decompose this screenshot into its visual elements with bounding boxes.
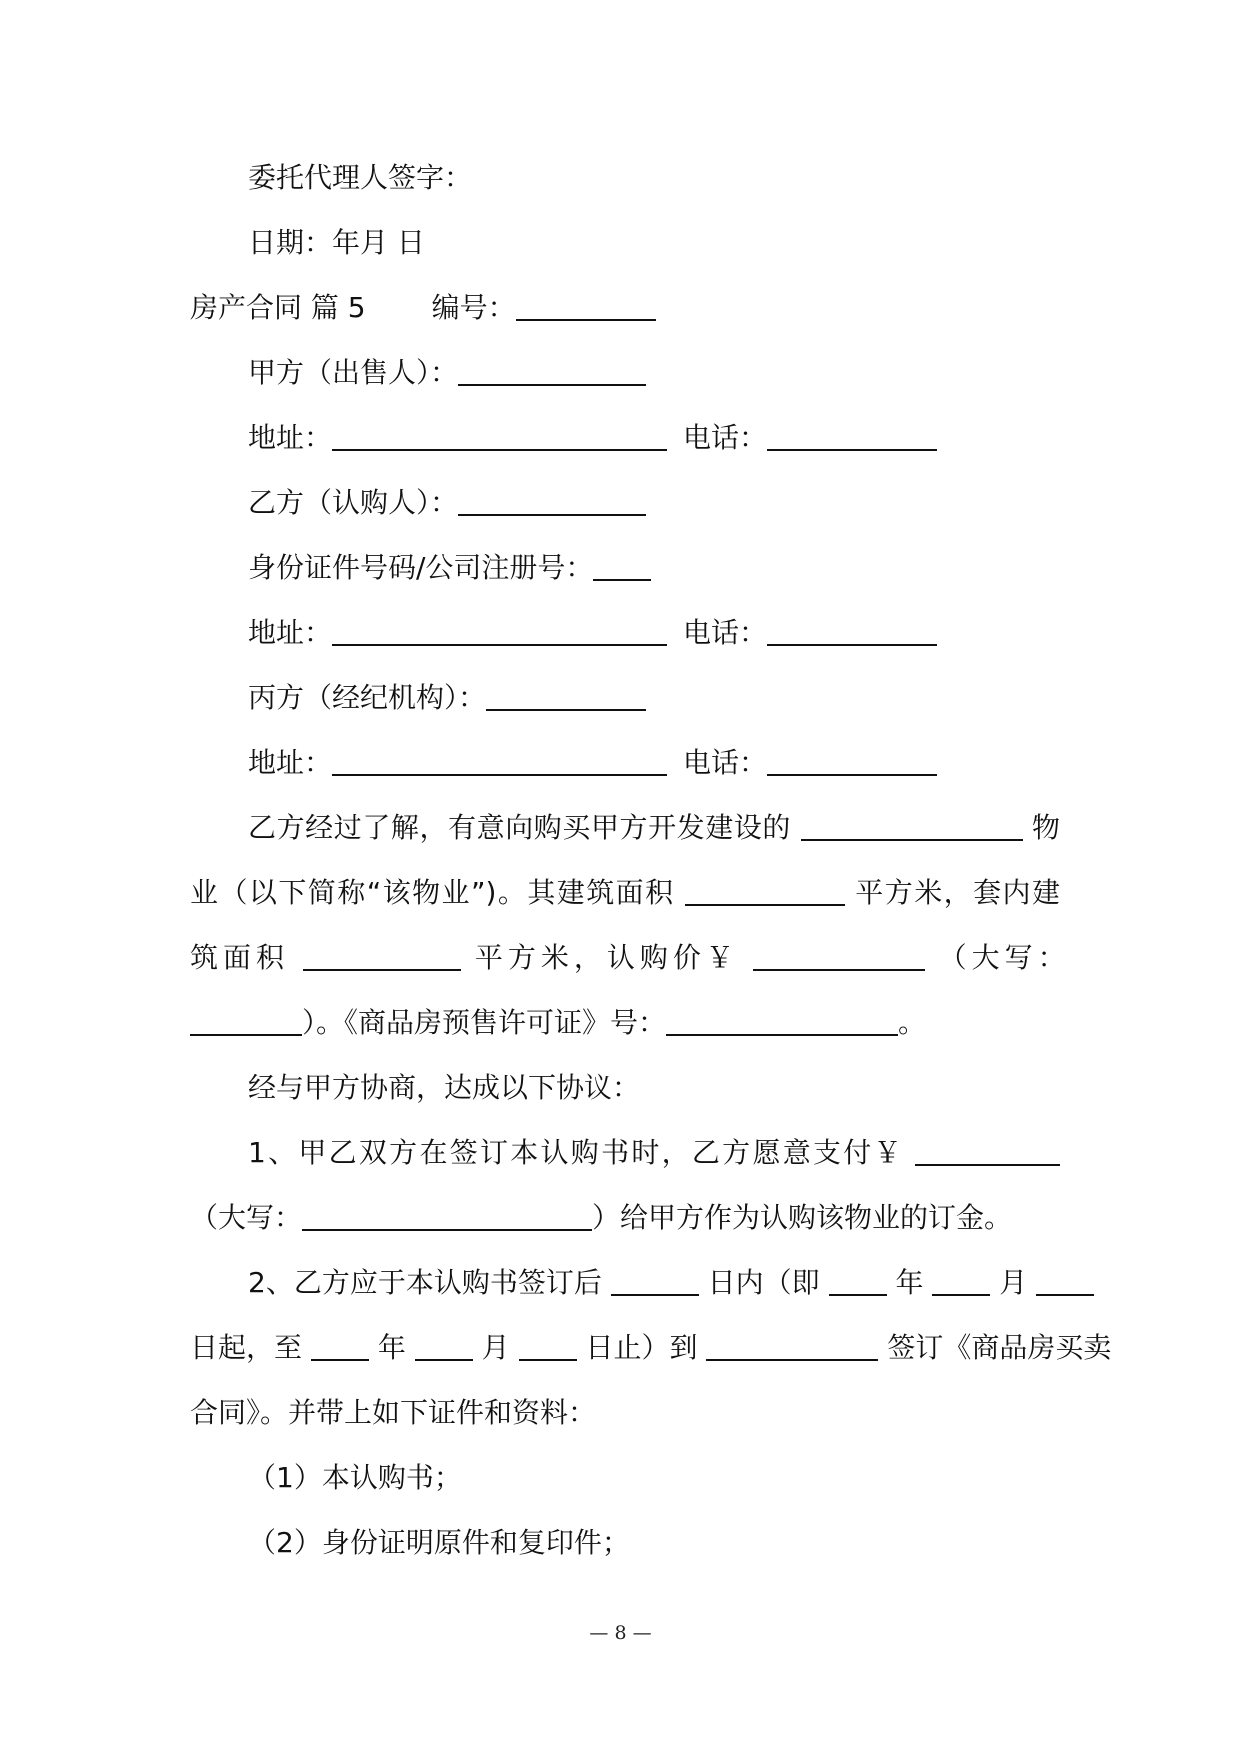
sign-contract-text: 签订《商品房买卖 (887, 1331, 1112, 1364)
party-a-address-line (248, 406, 1060, 470)
presale-license-blank (666, 996, 898, 1036)
contract-number-blank (516, 281, 656, 321)
property-text-end: 物 (1031, 811, 1060, 844)
end-month-blank (415, 1321, 473, 1361)
deposit-capital-blank (302, 1191, 592, 1231)
party-c-address-blank (332, 736, 667, 776)
contract-heading: 房产合同 篇 5 (190, 291, 366, 324)
building-area-text: 业（以下简称“该物业”)。其建筑面积 (190, 876, 675, 909)
agent-signature-line (248, 146, 1060, 210)
party-c-phone-label: 电话： (683, 746, 768, 779)
party-b-label: 乙方（认购人）： (248, 486, 459, 519)
party-b-blank (458, 476, 646, 516)
document-item-2 (248, 1511, 1060, 1575)
party-b-phone-blank (767, 606, 937, 646)
end-year-label: 年 (377, 1331, 406, 1364)
date-label: 日期：年月 日 (248, 226, 425, 259)
document-item-1 (248, 1446, 1060, 1510)
month-label: 月 (999, 1266, 1028, 1299)
deposit-amount-blank (915, 1126, 1060, 1166)
party-c-address-label: 地址： (248, 746, 333, 779)
start-day-blank (1036, 1256, 1094, 1296)
property-paragraph-line-2 (190, 861, 1060, 925)
party-b-address-label: 地址： (248, 616, 333, 649)
party-a-phone-label: 电话： (683, 421, 768, 454)
agent-signature-label: 委托代理人签字： (248, 161, 473, 194)
end-day-blank (519, 1321, 577, 1361)
year-label: 年 (895, 1266, 924, 1299)
party-c-label: 丙方（经纪机构）： (248, 681, 487, 714)
document-item-2-text: （2）身份证明原件和复印件； (248, 1526, 630, 1559)
page-number: — 8 — (589, 1622, 652, 1644)
end-month-label: 月 (481, 1331, 510, 1364)
id-number-label: 身份证件号码/公司注册号： (248, 551, 594, 584)
party-a-line (248, 341, 1060, 405)
party-a-blank (458, 346, 646, 386)
price-capital-blank (190, 996, 302, 1036)
clause-1-line-2 (190, 1186, 1060, 1250)
start-year-blank (829, 1256, 887, 1296)
party-c-address-line (248, 731, 1060, 795)
property-name-blank (801, 801, 1023, 841)
presale-license-label: ）。《商品房预售许可证》号： (302, 1006, 667, 1039)
sentence-end: 。 (898, 1006, 927, 1039)
from-to-text: 日起，至 (190, 1331, 303, 1364)
deposit-capital-label: （大写： (190, 1201, 303, 1234)
clause-2-line-1 (248, 1251, 1060, 1315)
signing-place-blank (706, 1321, 878, 1361)
property-paragraph-line-3 (190, 926, 1071, 990)
agreement-intro: 经与甲方协商，达成以下协议： (248, 1071, 641, 1104)
clause-2-text: 2、乙方应于本认购书签订后 (248, 1266, 602, 1299)
contract-number-label: 编号： (431, 291, 516, 324)
inner-area-label: 筑面积 (190, 941, 290, 974)
party-c-blank (486, 671, 646, 711)
id-number-blank (593, 541, 651, 581)
property-paragraph-line-1 (248, 796, 1060, 860)
party-b-phone-label: 电话： (683, 616, 768, 649)
clause-1-text: 1、甲乙双方在签订本认购书时，乙方愿意支付￥ (248, 1136, 904, 1169)
agreement-intro-line (248, 1056, 1060, 1120)
document-item-1-text: （1）本认购书； (248, 1461, 462, 1494)
end-day-label: 日止）到 (585, 1331, 698, 1364)
documents-intro: 合同》。并带上如下证件和资料： (190, 1396, 597, 1429)
party-a-label: 甲方（出售人）： (248, 356, 459, 389)
clause-2-line-2 (190, 1316, 1112, 1380)
date-line (248, 211, 1060, 275)
clause-2-line-3 (190, 1381, 1060, 1445)
price-label: 平方米，认购价￥ (474, 941, 739, 974)
price-blank (753, 931, 925, 971)
party-b-line (248, 471, 1060, 535)
party-a-address-label: 地址： (248, 421, 333, 454)
inner-area-text: 平方米，套内建 (855, 876, 1060, 909)
party-c-line (248, 666, 1060, 730)
end-year-blank (311, 1321, 369, 1361)
property-text: 乙方经过了解，有意向购买甲方开发建设的 (248, 811, 792, 844)
within-days-text: 日内（即 (707, 1266, 820, 1299)
deposit-purpose-text: ）给甲方作为认购该物业的订金。 (592, 1201, 1013, 1234)
building-area-blank (685, 866, 845, 906)
party-a-address-blank (332, 411, 667, 451)
price-capital-label: （大写： (938, 941, 1071, 974)
party-a-phone-blank (767, 411, 937, 451)
party-c-phone-blank (767, 736, 937, 776)
inner-area-blank (303, 931, 461, 971)
id-number-line (248, 536, 1060, 600)
property-paragraph-line-4 (190, 991, 1060, 1055)
contract-heading-line (190, 276, 1060, 340)
start-month-blank (932, 1256, 990, 1296)
party-b-address-blank (332, 606, 667, 646)
clause-1-line-1 (248, 1121, 1060, 1185)
party-b-address-line (248, 601, 1060, 665)
days-blank (611, 1256, 699, 1296)
